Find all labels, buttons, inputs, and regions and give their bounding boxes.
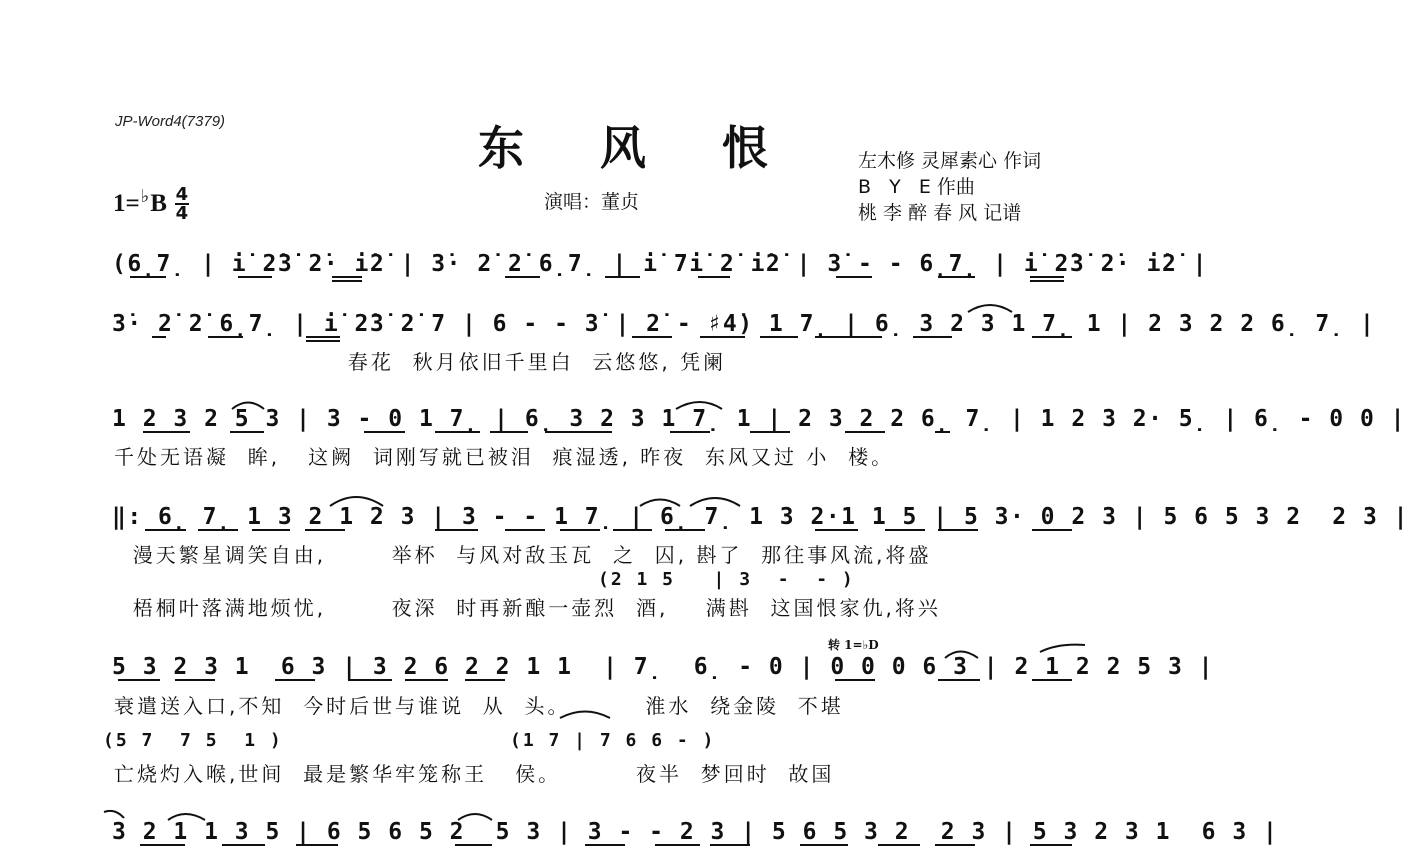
variant-notes-1: (2 1 5 | 3 - - ) [598,569,855,590]
flat-sign: ♭ [140,185,150,206]
score-row-4-lyrics-verse-2: 梧桐叶落满地烦忧, 夜深 时再新酿一壶烈 酒, 满斟 这国恨家仇,将兴 [114,596,941,620]
time-signature-top: 4 [175,184,189,205]
time-signature [175,186,189,222]
credits [858,148,1041,226]
score-row-2-lyrics: 春花 秋月依旧千里白 云悠悠, 凭阑 [114,350,727,374]
variant-notes-3: (1 7 | 7 6 6 - ) [510,730,716,751]
key-prefix: 1= [113,190,140,217]
singer-credit: 演唱：董贞 [544,191,640,213]
time-signature-bottom: 4 [175,203,189,224]
score-row-4-lyrics-verse-1: 漫天繁星调笑自由, 举杯 与风对敌玉瓦 之 囚, 斟了 那往事风流,将盛 [114,543,932,567]
transcriber-credit: 桃 李 醉 春 风 记谱 [858,202,1022,224]
variant-notes-2: (5 7 7 5 1 ) [103,730,283,751]
score-row-5-lyrics-verse-1: 衰遣送入口,不知 今时后世与谁说 从 头。 淮水 绕金陵 不堪 [114,694,844,718]
score-row-3-notes: 1 2 3 2 5 3 | 3 - 0 1 7̣ | 6̣ 3 2 3 1 7̣ 1 | 2 3 2 2 6̣ 7̣ | 1 2 3 2· 5̣ | 6̣ - 0 0 | [112,406,1407,432]
lyricist-credit: 左木修 灵犀素心 作词 [858,150,1042,172]
score-row-2-notes: 3̇· 2̇ 2̇ 6̣7̣ | i̇ 2̇3̇ 2̇ 7 | 6 - - 3̇ | 2̇ - ♯4̇) 1 7̣ | 6̣ 3 2 3 1 7̣ 1 | 2 3 2 2 6̣ 7̣ | [112,311,1376,337]
score-row-5-notes: 5 3 2 3 1 6 3 | 3 2 6 2 2 1 1 | 7̣ 6̣ - 0 | 0 0 0 6 3 | 2 1 2 2 5 3 | [112,654,1214,680]
composer-credit: B Y E 作曲 [858,176,975,198]
key-signature [113,186,189,222]
page-title: 东 风 恨 [478,121,799,175]
score-row-6-notes: 3 2 1 1 3 5 | 6 5 6 5 2 5 3 | 3 - - 2 3 | 5 6 5 3 2 2 3 | 5 3 2 3 1 6 3 | [112,819,1279,845]
key-note: B [150,190,167,217]
software-watermark: JP-Word4(7379) [115,113,226,130]
score-row-1-notes: (6̣7̣ | i̇ 2̇3̇ 2̇· i̇2̇ | 3̇· 2̇ 2̇ 6̣7̣ | i̇ 7i̇ 2̇ i̇2̇ | 3̇ - - 6̣7̣ | i̇ 2̇3̇ 2̇· i̇2̇ | [112,251,1208,277]
slur [1040,645,1085,652]
key-modulation: 转 1=♭D [828,638,879,652]
score-row-4-notes: ‖: 6̣ 7̣ 1 3 2 1 2 3 | 3 - - 1 7̣ | 6̣ 7̣ 1 3 2·1 1 5 | 5 3· 0 2 3 | 5 6 5 3 2 2 3 | [112,504,1409,530]
score-row-5-lyrics-verse-2: 亡烧灼入喉,世间 最是繁华牢笼称王 侯。 夜半 梦回时 故国 [114,762,835,786]
score-row-3-lyrics: 千处无语凝 眸, 这阙 词刚写就已被泪 痕湿透, 昨夜 东风又过 小 楼。 [114,445,895,469]
